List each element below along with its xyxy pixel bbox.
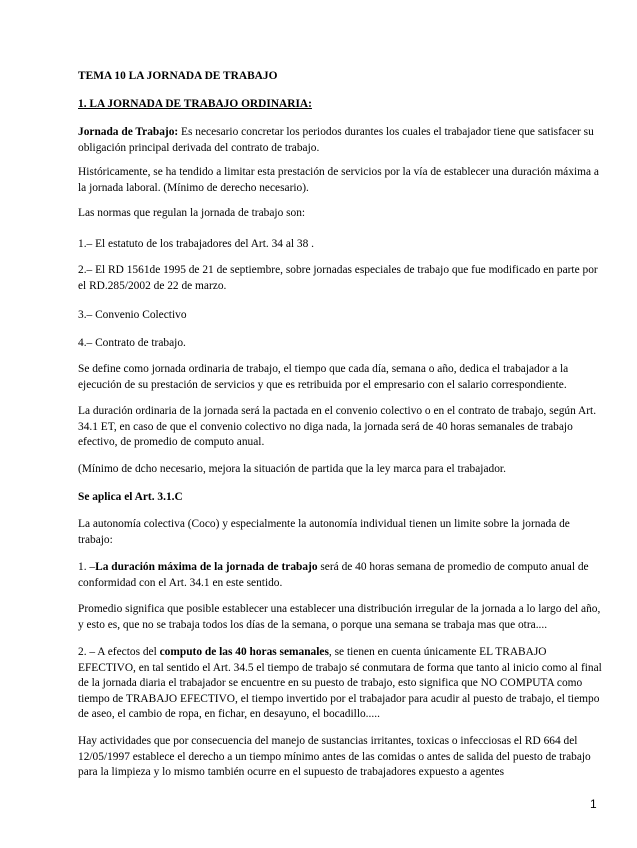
paragraph-jornada-definicion [78, 125, 603, 156]
paragraph-duracion-maxima [78, 560, 603, 591]
term-jornada: Jornada de Trabajo: [78, 126, 179, 138]
paragraph-definicion-jornada: Se define como jornada ordinaria de trabajo, el tiempo que cada día, semana o año, dedica el trabajador a la ejecución de su prestación de servicios y que es retribuida por el empresario con el salario correspondiente. [78, 363, 569, 391]
paragraph-text: , se tienen en cuenta únicamente EL TRABAJO EFECTIVO, en tal sentido el Art. 34.5 el tiempo de trabajo sé conmutara de forma que tanto al inicio como al final de la jornada diaria el trabajador se encuentre en su puesto de trabajo, esto significa que NO COMPUTA como tiempo de TRABAJO EFECTIVO, el tiempo invertido por el trabajador para acudir al puesto de trabajo, el tiempo de aseo, el cambio de ropa, en fichar, en desayuno, el bocadillo..... [78, 646, 602, 721]
term-computo: computo de las 40 horas semanales [159, 646, 329, 658]
page-number: 1 [590, 797, 597, 811]
paragraph-text: 2. – A efectos del [78, 646, 160, 658]
paragraph-computo [78, 645, 603, 723]
list-marker: 1. – [78, 561, 96, 573]
document-title: TEMA 10 LA JORNADA DE TRABAJO [78, 70, 278, 82]
list-item-1: 1.– El estatuto de los trabajadores del Art. 34 al 38 . [78, 238, 314, 250]
paragraph-normas-intro: Las normas que regulan la jornada de trabajo son: [78, 207, 306, 219]
paragraph-actividades: Hay actividades que por consecuencia del manejo de sustancias irritantes, toxicas o infecciosas el RD 664 del 12/05/1997 establece el derecho a un tiempo mínimo antes de las comidas o antes de salida del puesto de trabajo para la limpieza y lo mismo también ocurre en el supuesto de trabajadores expuesto a agentes [78, 735, 591, 779]
paragraph-promedio: Promedio significa que posible establecer una establecer una distribución irregular de la jornada a lo largo del año, y esto es, que no se trabaja todos los días de la semana, o porque una semana se trabaja mas que otra.... [78, 603, 601, 631]
paragraph-duracion-ordinaria: La duración ordinaria de la jornada será la pactada en el convenio colectivo o en el contrato de trabajo, según Art. 34.1 ET, en caso de que el convenio colectivo no diga nada, la jornada será de 40 horas semanales de trabajo efectivo, de promedio de computo anual. [78, 405, 597, 449]
paragraph-text: será de 40 horas semana de promedio de computo anual de conformidad con el Art. 34.1 en este sentido. [78, 561, 589, 589]
paragraph-se-aplica: Se aplica el Art. 3.1.C [78, 491, 183, 503]
paragraph-text: Es necesario concretar los periodos durantes los cuales el trabajador tiene que satisfacer su obligación principal derivada del contrato de trabajo. [78, 126, 594, 154]
term-duracion-maxima: La duración máxima de la jornada de trabajo [95, 561, 318, 573]
list-item-2: 2.– El RD 1561de 1995 de 21 de septiembre, sobre jornadas especiales de trabajo que fue modificado en parte por el RD.285/2002 de 22 de marzo. [78, 264, 598, 292]
section-heading: 1. LA JORNADA DE TRABAJO ORDINARIA: [78, 98, 312, 110]
paragraph-historia: Históricamente, se ha tendido a limitar esta prestación de servicios por la vía de establecer una duración máxima a la jornada laboral. (Mínimo de derecho necesario). [78, 166, 599, 194]
list-item-4: 4.– Contrato de trabajo. [78, 337, 186, 349]
paragraph-minimo-derecho: (Mínimo de dcho necesario, mejora la situación de partida que la ley marca para el trabajador. [78, 463, 506, 475]
list-item-3: 3.– Convenio Colectivo [78, 309, 187, 321]
paragraph-autonomia: La autonomía colectiva (Coco) y especialmente la autonomía individual tienen un limite sobre la jornada de trabajo: [78, 518, 570, 546]
